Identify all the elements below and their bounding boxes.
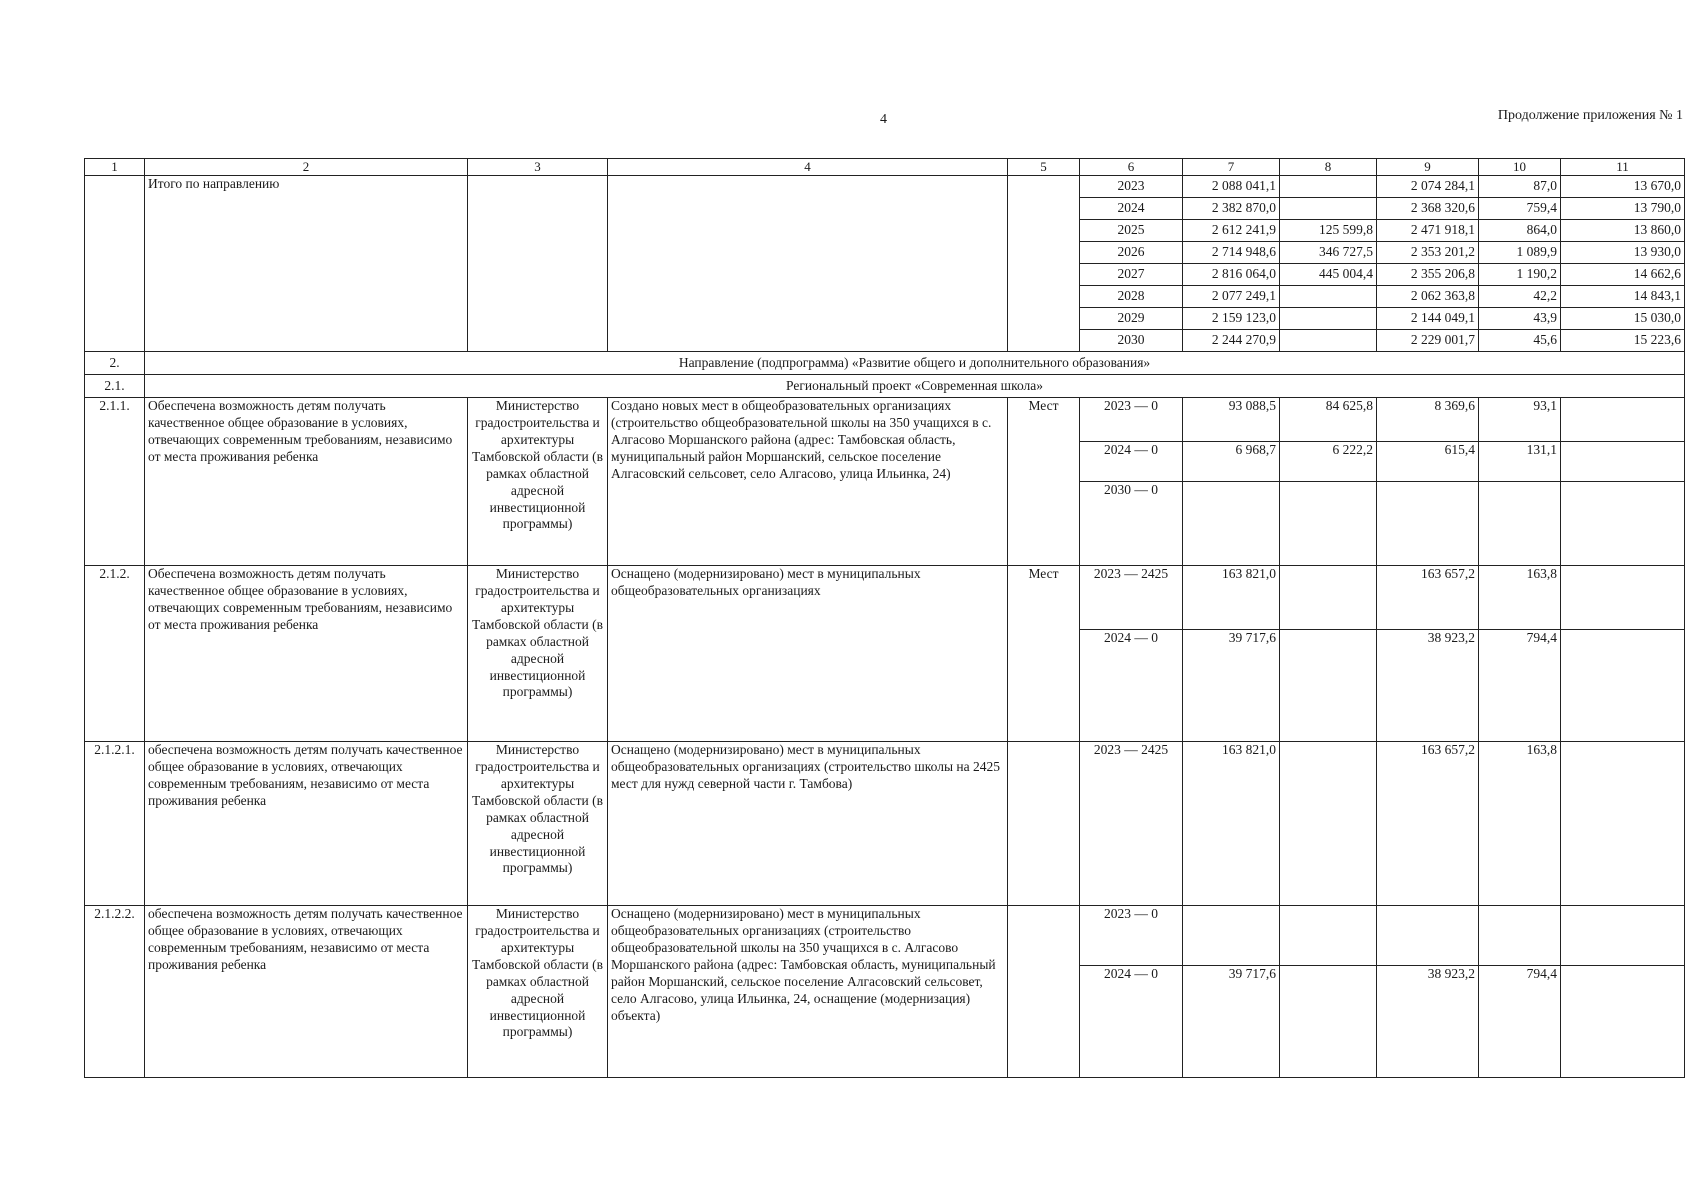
section-project-row: [85, 375, 1685, 398]
value-col8: [1280, 630, 1377, 742]
value-col8: [1280, 966, 1377, 1078]
value-col10: 42,2: [1479, 286, 1561, 308]
value-col10: 163,8: [1479, 742, 1561, 906]
value-col8: 84 625,8: [1280, 398, 1377, 442]
value-col10: 759,4: [1479, 198, 1561, 220]
value-col9: 38 923,2: [1377, 966, 1479, 1078]
value-col10: 45,6: [1479, 330, 1561, 352]
year-value-cell: 2023 — 2425: [1080, 566, 1183, 630]
section-direction-row: [85, 352, 1685, 375]
value-col7: 2 382 870,0: [1183, 198, 1280, 220]
value-col9: 2 353 201,2: [1377, 242, 1479, 264]
value-col11: [1561, 906, 1685, 966]
value-col10: 794,4: [1479, 630, 1561, 742]
item-result: Обеспечена возможность детям получать качественное общее образование в условиях, отвечающих современным требованиям, независимо от места проживания ребенка: [145, 566, 468, 742]
year-value-cell: 2023 — 0: [1080, 906, 1183, 966]
value-col9: 2 062 363,8: [1377, 286, 1479, 308]
value-col9: 2 144 049,1: [1377, 308, 1479, 330]
total-unit-cell: [1008, 176, 1080, 352]
value-col7: 6 968,7: [1183, 442, 1280, 482]
value-col8: [1280, 906, 1377, 966]
year-value-cell: 2024 — 0: [1080, 442, 1183, 482]
header-cell: 11: [1561, 159, 1685, 176]
page-number: 4: [880, 112, 887, 127]
year-value-cell: 2024 — 0: [1080, 630, 1183, 742]
value-col9: 8 369,6: [1377, 398, 1479, 442]
item-result: обеспечена возможность детям получать качественное общее образование в условиях, отвечающих современным требованиям, независимо от места проживания ребенка: [145, 906, 468, 1078]
continuation-note: Продолжение приложения № 1: [1497, 108, 1683, 123]
header-cell: 6: [1080, 159, 1183, 176]
value-col11: [1561, 742, 1685, 906]
item-row: [85, 398, 1685, 442]
header-cell: 3: [468, 159, 608, 176]
value-col9: 2 229 001,7: [1377, 330, 1479, 352]
value-col11: 14 662,6: [1561, 264, 1685, 286]
section-direction-number: 2.: [85, 352, 145, 375]
value-col9: 163 657,2: [1377, 566, 1479, 630]
value-col11: [1561, 630, 1685, 742]
section-project-number: 2.1.: [85, 375, 145, 398]
value-col7: 163 821,0: [1183, 742, 1280, 906]
value-col7: 39 717,6: [1183, 630, 1280, 742]
value-col11: 13 790,0: [1561, 198, 1685, 220]
value-col8: [1280, 198, 1377, 220]
header-cell: 4: [608, 159, 1008, 176]
value-col8: 125 599,8: [1280, 220, 1377, 242]
header-cell: 2: [145, 159, 468, 176]
item-unit: Мест: [1008, 566, 1080, 742]
value-col7: 163 821,0: [1183, 566, 1280, 630]
value-col7: 2 714 948,6: [1183, 242, 1280, 264]
value-col11: [1561, 398, 1685, 442]
value-col7: [1183, 482, 1280, 566]
item-row: [85, 742, 1685, 906]
year-cell: 2027: [1080, 264, 1183, 286]
value-col11: 15 223,6: [1561, 330, 1685, 352]
year-cell: 2025: [1080, 220, 1183, 242]
total-label: Итого по направлению: [145, 176, 468, 352]
item-number: 2.1.2.: [85, 566, 145, 742]
value-col9: 2 368 320,6: [1377, 198, 1479, 220]
value-col10: 794,4: [1479, 966, 1561, 1078]
year-value-cell: 2023 — 2425: [1080, 742, 1183, 906]
value-col11: [1561, 482, 1685, 566]
header-cell: 8: [1280, 159, 1377, 176]
year-value-cell: 2030 — 0: [1080, 482, 1183, 566]
table-body: [85, 159, 1685, 1078]
value-col10: 1 190,2: [1479, 264, 1561, 286]
value-col9: 2 355 206,8: [1377, 264, 1479, 286]
value-col9: 163 657,2: [1377, 742, 1479, 906]
item-indicator: Оснащено (модернизировано) мест в муниципальных общеобразовательных организациях: [608, 566, 1008, 742]
year-cell: 2030: [1080, 330, 1183, 352]
header-cell: 7: [1183, 159, 1280, 176]
year-cell: 2028: [1080, 286, 1183, 308]
total-desc-cell: [608, 176, 1008, 352]
total-org-cell: [468, 176, 608, 352]
item-unit: Мест: [1008, 398, 1080, 566]
value-col7: 39 717,6: [1183, 966, 1280, 1078]
value-col8: [1280, 330, 1377, 352]
item-number: 2.1.2.1.: [85, 742, 145, 906]
value-col11: [1561, 966, 1685, 1078]
header-cell: 1: [85, 159, 145, 176]
section-direction-title: Направление (подпрограмма) «Развитие общего и дополнительного образования»: [145, 352, 1685, 375]
value-col7: 2 816 064,0: [1183, 264, 1280, 286]
value-col8: [1280, 308, 1377, 330]
value-col8: [1280, 742, 1377, 906]
value-col10: 864,0: [1479, 220, 1561, 242]
item-responsible: Министерство градостроительства и архитектуры Тамбовской области (в рамках областной адресной инвестиционной программы): [468, 742, 608, 906]
year-cell: 2023: [1080, 176, 1183, 198]
item-indicator: Оснащено (модернизировано) мест в муниципальных общеобразовательных организациях (строительство общеобразовательной школы на 350 учащихся в с. Алгасово Моршанского района (адрес: Тамбовская область, муниципальный район Моршанский, сельское поселение Алгасовский сельсовет, село Алгасово, улица Ильинка, 24, оснащение (модернизация) объекта): [608, 906, 1008, 1078]
header-cell: 9: [1377, 159, 1479, 176]
item-number: 2.1.2.2.: [85, 906, 145, 1078]
total-row: [85, 176, 1685, 198]
item-result: обеспечена возможность детям получать качественное общее образование в условиях, отвечающих современным требованиям, независимо от места проживания ребенка: [145, 742, 468, 906]
item-responsible: Министерство градостроительства и архитектуры Тамбовской области (в рамках областной адресной инвестиционной программы): [468, 566, 608, 742]
value-col10: 87,0: [1479, 176, 1561, 198]
value-col7: 93 088,5: [1183, 398, 1280, 442]
item-unit: [1008, 906, 1080, 1078]
value-col9: 2 074 284,1: [1377, 176, 1479, 198]
item-number: 2.1.1.: [85, 398, 145, 566]
value-col11: [1561, 566, 1685, 630]
section-project-title: Региональный проект «Современная школа»: [145, 375, 1685, 398]
year-cell: 2029: [1080, 308, 1183, 330]
value-col10: [1479, 482, 1561, 566]
value-col7: 2 612 241,9: [1183, 220, 1280, 242]
value-col9: 38 923,2: [1377, 630, 1479, 742]
value-col8: [1280, 286, 1377, 308]
item-result: Обеспечена возможность детям получать качественное общее образование в условиях, отвечающих современным требованиям, независимо от места проживания ребенка: [145, 398, 468, 566]
value-col7: 2 077 249,1: [1183, 286, 1280, 308]
item-unit: [1008, 742, 1080, 906]
item-row: [85, 566, 1685, 630]
value-col9: [1377, 482, 1479, 566]
item-indicator: Создано новых мест в общеобразовательных организациях (строительство общеобразовательной школы на 350 учащихся в с. Алгасово Моршанского района (адрес: Тамбовская область, муниципальный район Моршанский, сельское поселение Алгасовский сельсовет, село Алгасово, улица Ильинка, 24): [608, 398, 1008, 566]
value-col10: 43,9: [1479, 308, 1561, 330]
value-col11: 13 670,0: [1561, 176, 1685, 198]
value-col10: 1 089,9: [1479, 242, 1561, 264]
value-col8: 445 004,4: [1280, 264, 1377, 286]
value-col8: [1280, 566, 1377, 630]
year-cell: 2026: [1080, 242, 1183, 264]
column-number-row: [85, 159, 1685, 176]
year-value-cell: 2024 — 0: [1080, 966, 1183, 1078]
item-row: [85, 906, 1685, 966]
value-col10: 131,1: [1479, 442, 1561, 482]
value-col7: 2 159 123,0: [1183, 308, 1280, 330]
value-col9: 2 471 918,1: [1377, 220, 1479, 242]
program-table: [84, 158, 1685, 1078]
value-col11: 13 860,0: [1561, 220, 1685, 242]
value-col10: 93,1: [1479, 398, 1561, 442]
year-cell: 2024: [1080, 198, 1183, 220]
item-responsible: Министерство градостроительства и архитектуры Тамбовской области (в рамках областной адресной инвестиционной программы): [468, 906, 608, 1078]
total-num-cell: [85, 176, 145, 352]
value-col9: 615,4: [1377, 442, 1479, 482]
value-col9: [1377, 906, 1479, 966]
item-responsible: Министерство градостроительства и архитектуры Тамбовской области (в рамках областной адресной инвестиционной программы): [468, 398, 608, 566]
value-col10: [1479, 906, 1561, 966]
value-col11: 15 030,0: [1561, 308, 1685, 330]
value-col8: 6 222,2: [1280, 442, 1377, 482]
value-col8: 346 727,5: [1280, 242, 1377, 264]
value-col7: 2 244 270,9: [1183, 330, 1280, 352]
value-col10: 163,8: [1479, 566, 1561, 630]
value-col8: [1280, 176, 1377, 198]
value-col7: [1183, 906, 1280, 966]
item-indicator: Оснащено (модернизировано) мест в муниципальных общеобразовательных организациях (строительство школы на 2425 мест для нужд северной части г. Тамбова): [608, 742, 1008, 906]
value-col11: 14 843,1: [1561, 286, 1685, 308]
year-value-cell: 2023 — 0: [1080, 398, 1183, 442]
value-col7: 2 088 041,1: [1183, 176, 1280, 198]
value-col11: 13 930,0: [1561, 242, 1685, 264]
header-cell: 5: [1008, 159, 1080, 176]
value-col8: [1280, 482, 1377, 566]
header-cell: 10: [1479, 159, 1561, 176]
value-col11: [1561, 442, 1685, 482]
